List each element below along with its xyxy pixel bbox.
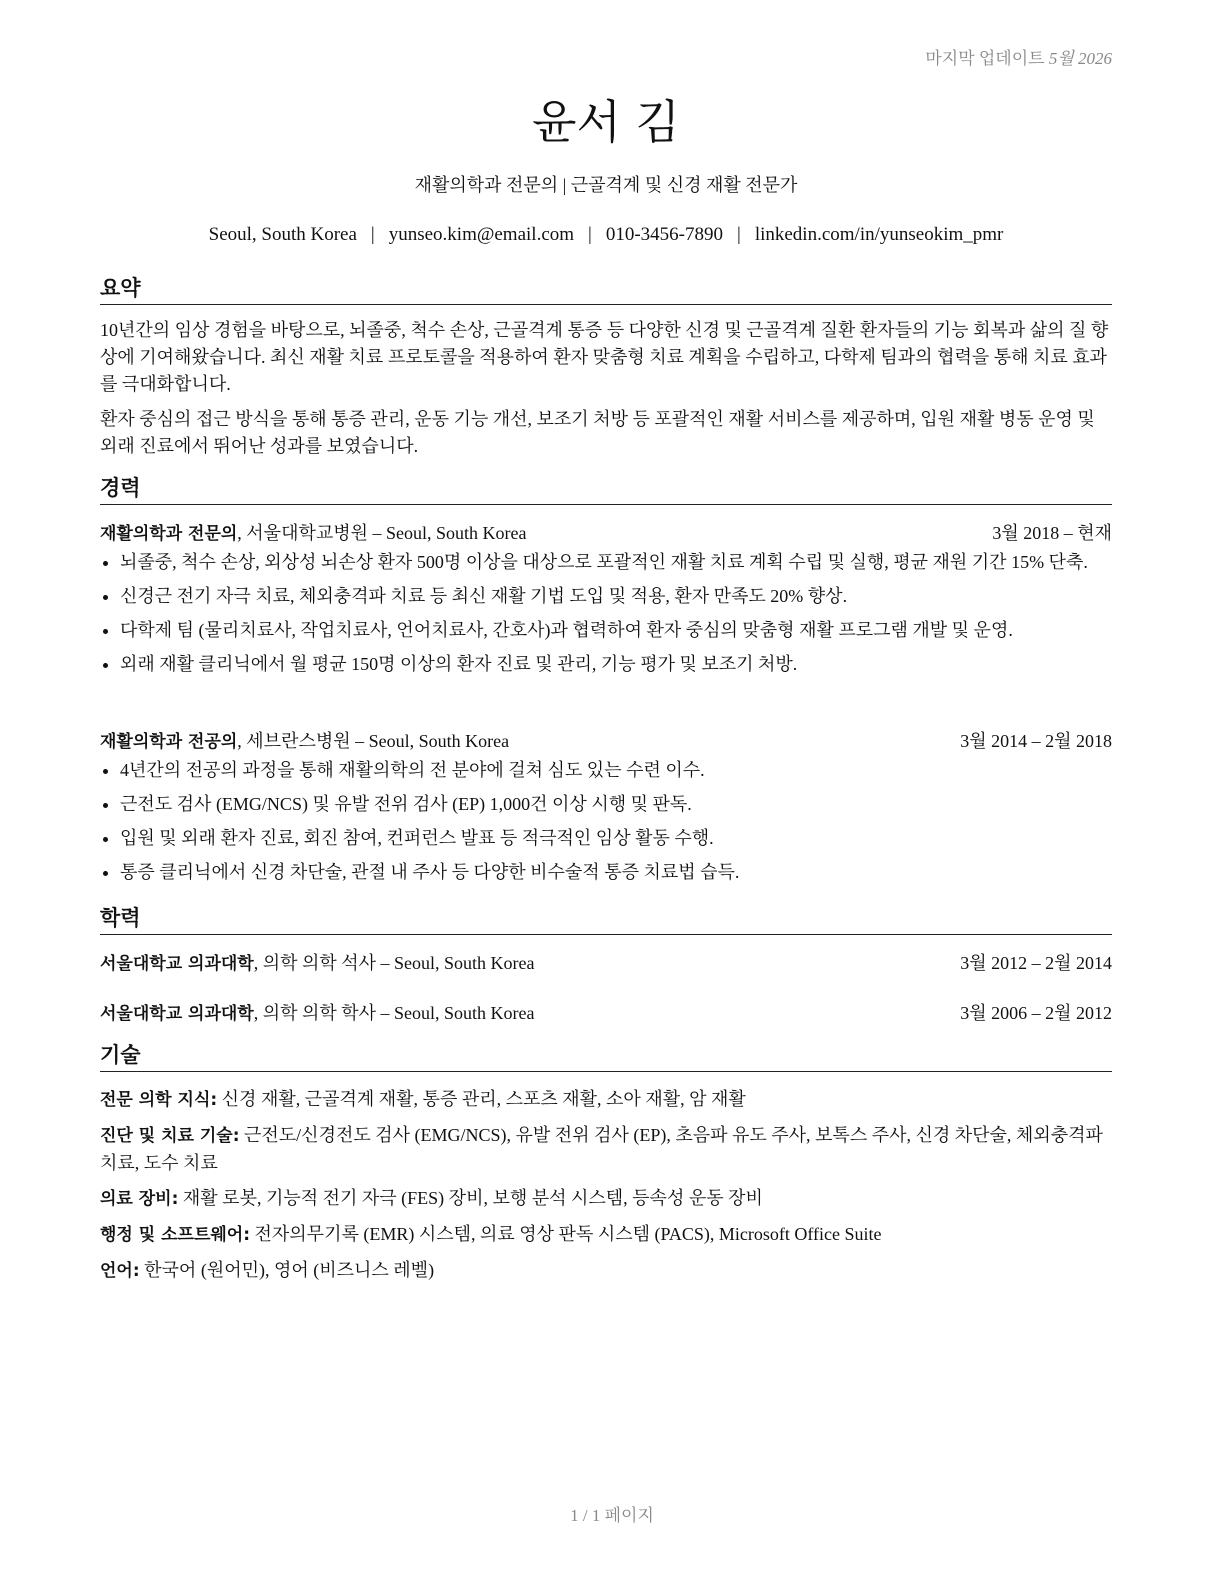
job-role: 재활의학과 전문의: [100, 524, 238, 544]
education-title-line: [100, 950, 535, 977]
last-updated: 마지막 업데이트 5월 2026: [925, 49, 1112, 68]
experience-section: [100, 520, 1112, 685]
summary-paragraph: 10년간의 임상 경험을 바탕으로, 뇌졸중, 척수 손상, 근골격계 통증 등 다양한 신경 및 근골격계 질환 환자들의 기능 회복과 삶의 질 향상에 기여해왔습니다. 최신 재활 치료 프로토콜을 적용하여 환자 맞춤형 치료 계획을 수립하고, 다학제 팀과의 협력을 통해 치료 효과를 극대화합니다.: [100, 320, 1109, 394]
education-section: [100, 950, 1112, 977]
job-bullet: • 외래 재활 클리닉에서 월 평균 150명 이상의 환자 진료 및 관리, 기능 평가 및 보조기 처방.: [120, 651, 1112, 677]
contact-email[interactable]: yunseo.kim@email.com: [388, 224, 575, 245]
skill-label: 전문 의학 지식:: [100, 1090, 218, 1110]
skill-line: [100, 1086, 1112, 1114]
skill-label: 진단 및 치료 기술:: [100, 1126, 240, 1146]
skill-value: 재활 로봇, 기능적 전기 자극 (FES) 장비, 보행 분석 시스템, 등속성 운동 장비: [178, 1188, 763, 1208]
contact-separator: |: [370, 224, 375, 245]
education-dates: 3월 2012 – 2월 2014: [960, 953, 1112, 973]
skill-line: [100, 1221, 1112, 1249]
experience-section-2: [100, 728, 1112, 893]
job-entry: [100, 520, 1112, 677]
job-title-line: [100, 728, 509, 755]
contact-location: Seoul, South Korea: [208, 224, 357, 245]
job-bullet: • 신경근 전기 자극 치료, 체외충격파 치료 등 최신 재활 기법 도입 및 적용, 환자 만족도 20% 향상.: [120, 583, 1112, 609]
contact-linkedin[interactable]: linkedin.com/in/yunseokim_pmr: [754, 224, 1004, 245]
education-section-2: [100, 1000, 1112, 1027]
job-bullet: • 통증 클리닉에서 신경 차단술, 관절 내 주사 등 다양한 비수술적 통증 치료법 습득.: [120, 859, 1112, 885]
job-bullets: [100, 757, 1112, 885]
job-bullet: • 뇌졸중, 척수 손상, 외상성 뇌손상 환자 500명 이상을 대상으로 포괄적인 재활 치료 계획 수립 및 실행, 평균 재원 기간 15% 단축.: [120, 549, 1112, 575]
education-title-line: [100, 1000, 535, 1027]
skill-line: [100, 1257, 1112, 1285]
job-bullet: • 근전도 검사 (EMG/NCS) 및 유발 전위 검사 (EP) 1,000건 이상 시행 및 판독.: [120, 791, 1112, 817]
education-entry: [100, 950, 1112, 977]
education-detail: , 의학 의학 석사 – Seoul, South Korea: [253, 953, 535, 973]
skill-line: [100, 1122, 1112, 1177]
job-dates: 3월 2014 – 2월 2018: [960, 731, 1112, 751]
job-header: [100, 728, 1112, 755]
page-footer: 1 / 1 페이지: [570, 1506, 654, 1525]
job-title-line: [100, 520, 527, 547]
education-school: 서울대학교 의과대학: [100, 1004, 254, 1024]
contact-line: [100, 224, 1112, 246]
person-name: 윤서 김: [532, 95, 680, 149]
contact-separator: |: [737, 224, 741, 245]
contact-separator: |: [588, 224, 592, 245]
job-entry: [100, 728, 1112, 885]
headline: 재활의학과 전문의 | 근골격계 및 신경 재활 전문가: [414, 175, 798, 195]
experience-heading: 경력: [100, 474, 1112, 505]
skills-section: [100, 1086, 1112, 1293]
education-school: 서울대학교 의과대학: [100, 954, 254, 974]
education-detail: , 의학 의학 학사 – Seoul, South Korea: [253, 1003, 535, 1023]
job-bullet: • 입원 및 외래 환자 진료, 회진 참여, 컨퍼런스 발표 등 적극적인 임상 활동 수행.: [120, 825, 1112, 851]
skill-label: 언어:: [100, 1261, 140, 1281]
summary-heading: 요약: [100, 274, 1112, 305]
job-org: , 서울대학교병원 – Seoul, South Korea: [237, 523, 527, 543]
skill-line: [100, 1185, 1112, 1213]
education-entry: [100, 1000, 1112, 1027]
skill-value: 한국어 (원어민), 영어 (비즈니스 레벨): [139, 1260, 435, 1280]
summary-section: [100, 317, 1112, 468]
job-org: , 세브란스병원 – Seoul, South Korea: [237, 731, 510, 751]
skill-value: 신경 재활, 근골격계 재활, 통증 관리, 스포츠 재활, 소아 재활, 암 재활: [217, 1089, 746, 1109]
skill-value: 근전도/신경전도 검사 (EMG/NCS), 유발 전위 검사 (EP), 초음파 유도 주사, 보톡스 주사, 신경 차단술, 체외충격파 치료, 도수 치료: [100, 1125, 1103, 1173]
education-heading: 학력: [100, 904, 1112, 935]
skill-label: 의료 장비:: [100, 1189, 179, 1209]
job-bullet: • 다학제 팀 (물리치료사, 작업치료사, 언어치료사, 간호사)과 협력하여 환자 중심의 맞춤형 재활 프로그램 개발 및 운영.: [120, 617, 1112, 643]
job-role: 재활의학과 전공의: [100, 732, 238, 752]
contact-phone: 010-3456-7890: [605, 224, 723, 245]
skill-label: 행정 및 소프트웨어:: [100, 1225, 251, 1245]
job-dates: 3월 2018 – 현재: [992, 523, 1112, 543]
job-bullets: [100, 549, 1112, 677]
skill-value: 전자의무기록 (EMR) 시스템, 의료 영상 판독 시스템 (PACS), Microsoft Office Suite: [250, 1224, 882, 1244]
job-bullet: • 4년간의 전공의 과정을 통해 재활의학의 전 분야에 걸쳐 심도 있는 수련 이수.: [120, 757, 1112, 783]
summary-paragraph: 환자 중심의 접근 방식을 통해 통증 관리, 운동 기능 개선, 보조기 처방 등 포괄적인 재활 서비스를 제공하며, 입원 재활 병동 운영 및 외래 진료에서 뛰어난 성과를 보였습니다.: [100, 409, 1095, 456]
education-dates: 3월 2006 – 2월 2012: [960, 1003, 1112, 1023]
skills-heading: 기술: [100, 1041, 1112, 1072]
job-header: [100, 520, 1112, 547]
